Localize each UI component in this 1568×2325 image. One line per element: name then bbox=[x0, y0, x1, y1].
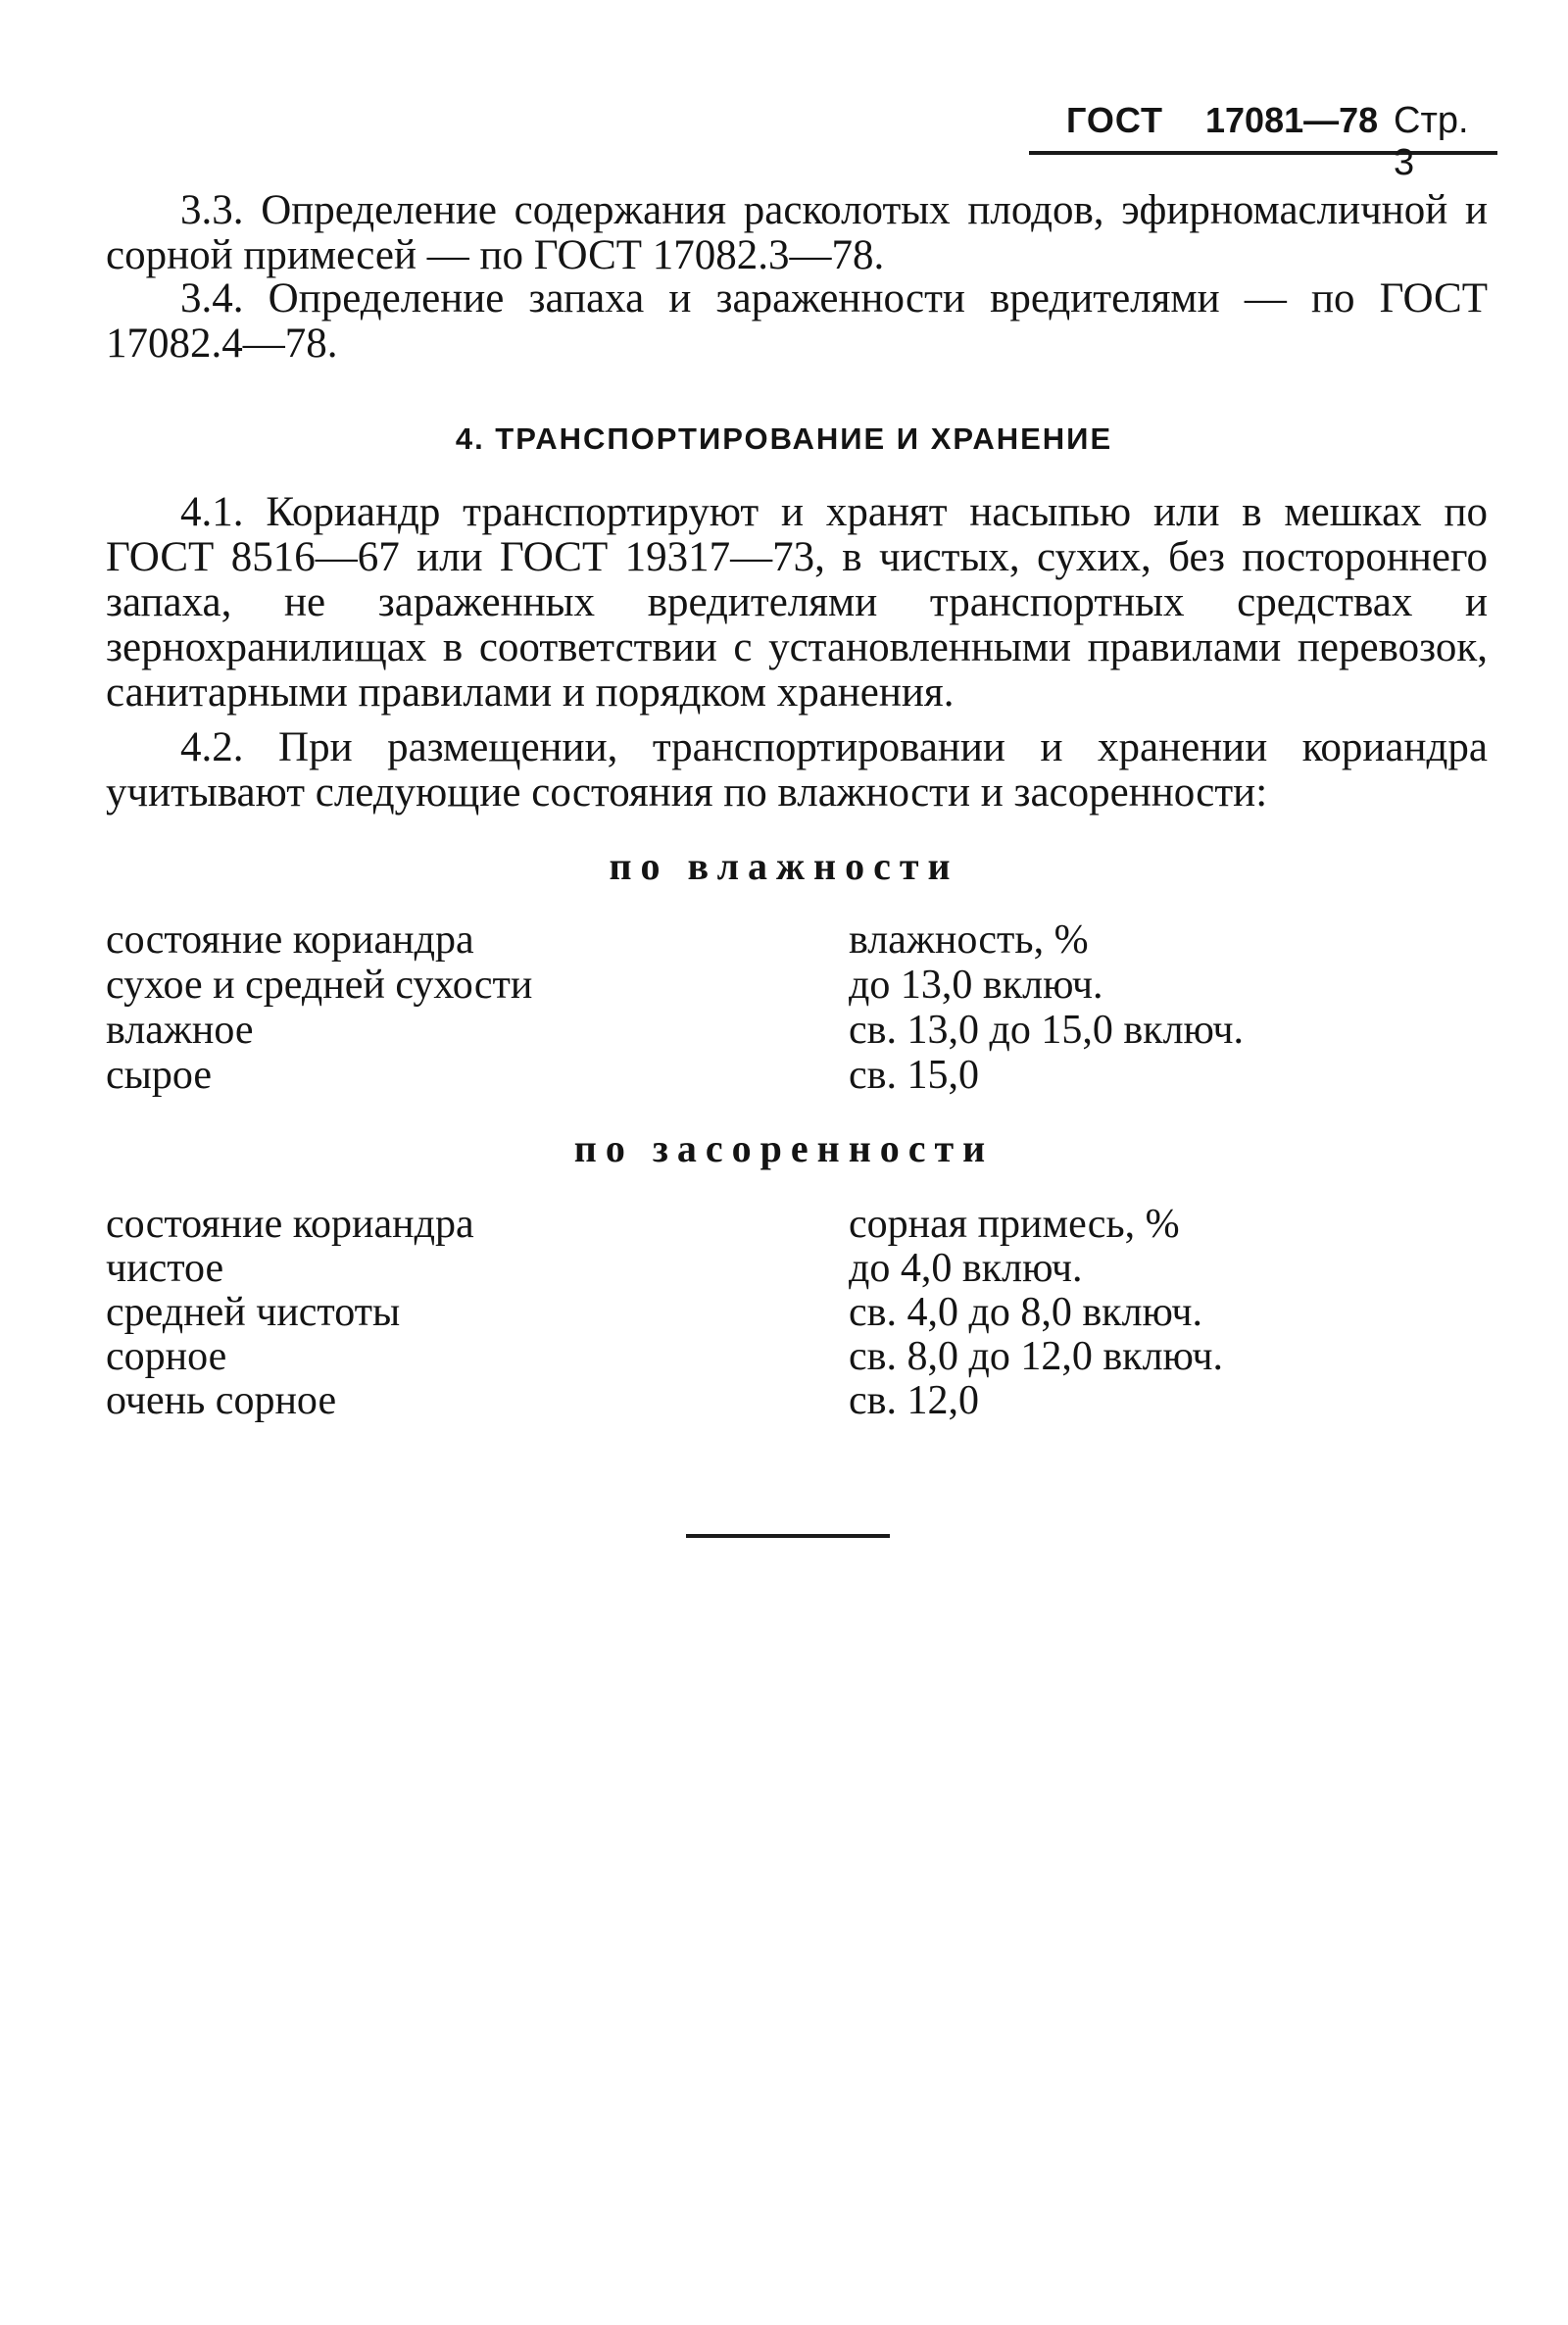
table-cell: св. 8,0 до 12,0 включ. bbox=[849, 1334, 1223, 1379]
paragraph-3-4: 3.4. Определение запаха и зараженности вредителями — по ГОСТ 17082.4—78. bbox=[106, 275, 1488, 367]
paragraph-4-2: 4.2. При размещении, транспортировании и хранении кориандра учитывают следующие состояния по влажности и засоренности: bbox=[106, 724, 1488, 816]
header-document-number: 17081—78 bbox=[1205, 100, 1379, 140]
impurity-table-row bbox=[106, 1334, 1497, 1379]
table-cell: состояние кориандра bbox=[106, 1202, 474, 1247]
table-cell: св. 4,0 до 8,0 включ. bbox=[849, 1290, 1202, 1335]
table-cell: сорное bbox=[106, 1334, 227, 1379]
table-cell: св. 15,0 bbox=[849, 1053, 979, 1098]
section-title: 4. ТРАНСПОРТИРОВАНИЕ И ХРАНЕНИЕ bbox=[455, 421, 1113, 456]
header-standard: ГОСТ bbox=[1066, 100, 1164, 140]
table-cell: св. 13,0 до 15,0 включ. bbox=[849, 1008, 1244, 1053]
impurity-table-header-row bbox=[106, 1202, 1497, 1247]
table-cell: св. 12,0 bbox=[849, 1378, 979, 1423]
impurity-table-title: по засоренности bbox=[573, 1126, 995, 1170]
paragraph-4-1: 4.1. Кориандр транспортируют и хранят насыпью или в мешках по ГОСТ 8516—67 или ГОСТ 19317—73, в чистых, сухих, без постороннего запаха, не зараженных вредителями транспортных средствах и зернохранилищах в соответствии с установленными правилами перевозок, санитарными правилами и порядком хранения. bbox=[106, 489, 1488, 716]
table-cell: до 13,0 включ. bbox=[849, 963, 1103, 1008]
page-header bbox=[1029, 96, 1497, 183]
table-cell: влажное bbox=[106, 1008, 254, 1053]
table-cell: сорная примесь, % bbox=[849, 1202, 1180, 1247]
paragraph-3-3: 3.3. Определение содержания расколотых плодов, эфирномасличной и сорной примесей — по ГОСТ 17082.3—78. bbox=[106, 187, 1488, 278]
end-rule-divider bbox=[686, 1534, 890, 1538]
impurity-table-row bbox=[106, 1246, 1497, 1291]
header-page-number: Стр. 3 bbox=[1394, 100, 1469, 183]
table-cell: сырое bbox=[106, 1053, 213, 1098]
moisture-table-row bbox=[106, 963, 1497, 1008]
impurity-table-row bbox=[106, 1378, 1497, 1423]
table-cell: состояние кориандра bbox=[106, 917, 474, 963]
moisture-table-header-row bbox=[106, 917, 1497, 963]
impurity-table-row bbox=[106, 1290, 1497, 1335]
table-cell: до 4,0 включ. bbox=[849, 1246, 1083, 1291]
table-cell: средней чистоты bbox=[106, 1290, 401, 1335]
moisture-table-row bbox=[106, 1053, 1497, 1098]
table-cell: очень сорное bbox=[106, 1378, 337, 1423]
table-cell: чистое bbox=[106, 1246, 224, 1291]
table-cell: сухое и средней сухости bbox=[106, 963, 533, 1008]
moisture-table-row bbox=[106, 1008, 1497, 1053]
moisture-table-title: по влажности bbox=[609, 844, 959, 888]
table-cell: влажность, % bbox=[849, 917, 1089, 963]
